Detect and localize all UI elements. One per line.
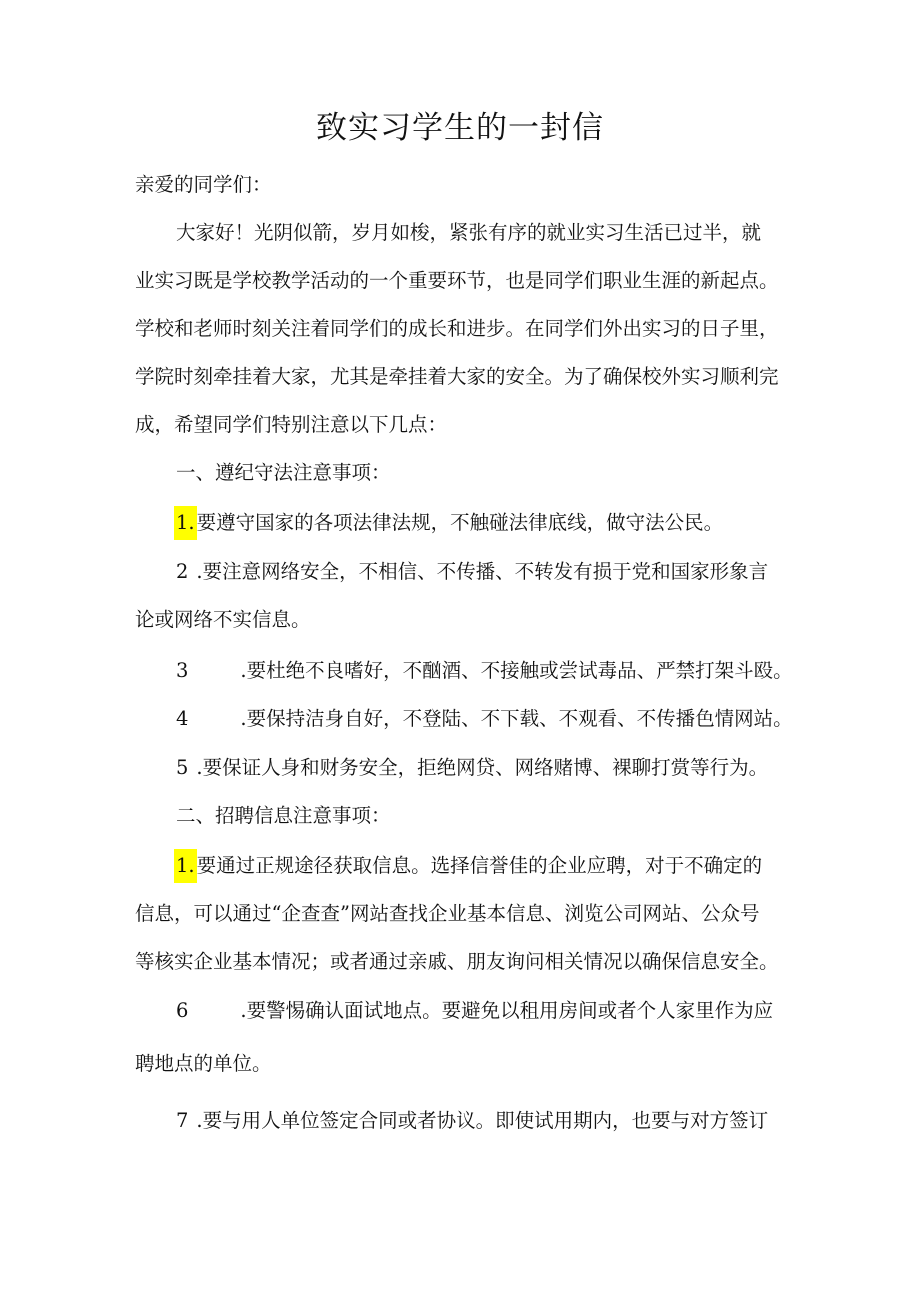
section1-item-4 [176,704,796,734]
section1-item-1 [176,506,796,540]
item-text: .要保持洁身自好，不登陆、不下载、不观看、不传播色情网站。 [240,707,793,730]
section2-item-7 [176,1106,796,1136]
section2-item-1-cont-2: 等核实企业基本情况；或者通过亲戚、朋友询问相关情况以确保信息安全。 [135,950,779,973]
item-number: 7 [176,1109,189,1132]
intro-line-2: 业实习既是学校教学活动的一个重要环节，也是同学们职业生涯的新起点。 [135,269,779,292]
salutation: 亲爱的同学们： [135,173,272,196]
section2-heading: 二、招聘信息注意事项： [176,804,391,827]
item-text: 要通过正规途径获取信息。选择信誉佳的企业应聘，对于不确定的 [196,854,763,877]
item-number: 2 [176,560,189,583]
item-number: 4 [176,707,189,730]
item-text: .要与用人单位签定合同或者协议。即使试用期内，也要与对方签订 [196,1109,769,1132]
item-text: .要保证人身和财务安全，拒绝网贷、网络赌博、裸聊打赏等行为。 [196,756,769,779]
item-number: 3 [176,659,189,682]
section1-item-2-cont: 论或网络不实信息。 [135,608,311,631]
item-number: 5 [176,756,189,779]
section2-item-6 [176,996,796,1026]
intro-line-5: 成，希望同学们特别注意以下几点： [135,413,448,436]
section2-item-1 [176,849,796,883]
section1-item-2 [176,557,796,587]
section2-item-1-cont-1: 信息，可以通过“企查查”网站查找企业基本信息、浏览公司网站、公众号 [135,902,760,925]
item-text: 要遵守国家的各项法律法规，不触碰法律底线，做守法公民。 [196,511,724,534]
highlighted-number: 1. [174,506,197,540]
item-text: .要注意网络安全，不相信、不传播、不转发有损于党和国家形象言 [196,560,769,583]
section1-item-5 [176,753,796,783]
item-text: .要杜绝不良嗜好，不酗酒、不接触或尝试毒品、严禁打架斗殴。 [240,659,793,682]
section1-item-3 [176,656,796,686]
intro-line-1: 大家好！光阴似箭，岁月如梭，紧张有序的就业实习生活已过半，就 [176,221,762,244]
item-number: 6 [176,999,189,1022]
document-title: 致实习学生的一封信 [316,110,604,146]
highlighted-number: 1. [174,849,197,883]
intro-line-3: 学校和老师时刻关注着同学们的成长和进步。在同学们外出实习的日子里， [135,317,779,340]
item-text: .要警惕确认面试地点。要避免以租用房间或者个人家里作为应 [240,999,774,1022]
section2-item-6-cont: 聘地点的单位。 [135,1052,272,1075]
section1-heading: 一、遵纪守法注意事项： [176,461,391,484]
intro-line-4: 学院时刻牵挂着大家，尤其是牵挂着大家的安全。为了确保校外实习顺利完 [135,365,779,388]
